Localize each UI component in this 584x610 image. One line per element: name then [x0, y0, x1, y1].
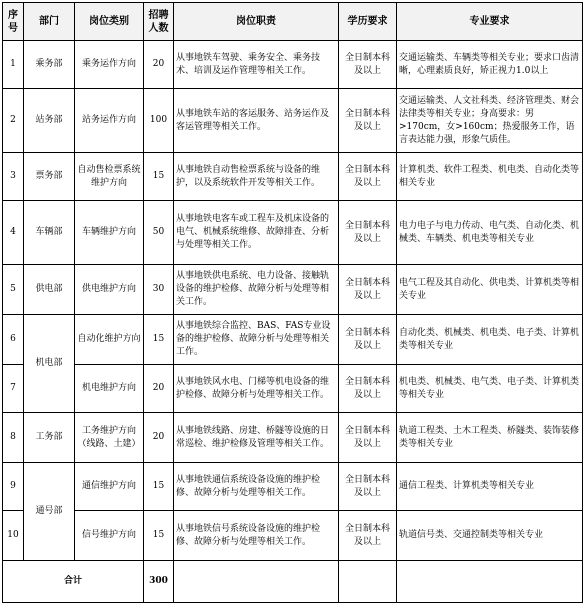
header-dept: 部门 [24, 3, 75, 41]
table-row [3, 413, 583, 463]
row-dept: 站务部 [24, 89, 75, 153]
row-edu: 全日制本科及以上 [339, 365, 397, 413]
row-no: 8 [3, 413, 24, 463]
row-edu: 全日制本科及以上 [339, 463, 397, 511]
row-duty: 从事地铁线路、房建、桥隧等设施的日常巡检、维护检修及管理等相关工作。 [174, 413, 339, 463]
row-no: 4 [3, 201, 24, 265]
table-row [3, 153, 583, 201]
total-empty-major [397, 561, 583, 603]
row-no: 6 [3, 315, 24, 365]
row-major: 电力电子与电力传动、电气类、自动化类、机械类、车辆类、机电类等相关专业 [397, 201, 583, 265]
row-dept: 供电部 [24, 265, 75, 315]
row-position: 工务维护方向（线路、土建） [75, 413, 144, 463]
total-empty-duty [174, 561, 339, 603]
row-major: 轨道信号类、交通控制类等相关专业 [397, 511, 583, 561]
row-count: 30 [144, 265, 174, 315]
header-major: 专业要求 [397, 3, 583, 41]
row-major: 计算机类、软件工程类、机电类、自动化类等相关专业 [397, 153, 583, 201]
total-count: 300 [144, 561, 174, 603]
row-edu: 全日制本科及以上 [339, 315, 397, 365]
row-major: 轨道工程类、土木工程类、桥隧类、装饰装修类等相关专业 [397, 413, 583, 463]
row-duty: 从事地铁供电系统、电力设备、接触轨设备的维护检修、故障分析与处理等相关工作。 [174, 265, 339, 315]
row-major: 自动化类、机械类、机电类、电子类、计算机类等相关专业 [397, 315, 583, 365]
row-dept: 工务部 [24, 413, 75, 463]
total-empty-edu [339, 561, 397, 603]
row-count: 20 [144, 365, 174, 413]
row-duty: 从事地铁电客车或工程车及机床设备的电气、机械系统维修、故障排查、分析与处理等相关工作。 [174, 201, 339, 265]
row-edu: 全日制本科及以上 [339, 41, 397, 89]
row-no: 7 [3, 365, 24, 413]
row-no: 2 [3, 89, 24, 153]
row-duty: 从事地铁自动售检票系统与设备的维护，以及系统软件开发等相关工作。 [174, 153, 339, 201]
row-count: 15 [144, 153, 174, 201]
row-edu: 全日制本科及以上 [339, 265, 397, 315]
row-dept: 通号部 [24, 463, 75, 561]
row-no: 10 [3, 511, 24, 561]
row-duty: 从事地铁信号系统设备设施的维护检修、故障分析与处理等相关工作。 [174, 511, 339, 561]
header-count: 招聘人数 [144, 3, 174, 41]
row-duty: 从事地铁车站的客运服务、站务运作及客运管理等相关工作。 [174, 89, 339, 153]
row-major: 电气工程及其自动化、供电类、计算机类等相关专业 [397, 265, 583, 315]
row-position: 自动化维护方向 [75, 315, 144, 365]
row-edu: 全日制本科及以上 [339, 201, 397, 265]
row-position: 供电维护方向 [75, 265, 144, 315]
row-count: 50 [144, 201, 174, 265]
table-row [3, 265, 583, 315]
total-row [3, 561, 583, 603]
row-no: 5 [3, 265, 24, 315]
table-row [3, 365, 583, 413]
row-edu: 全日制本科及以上 [339, 153, 397, 201]
row-duty: 从事地铁风水电、门梯等机电设备的维护检修、故障分析与处理等相关工作。 [174, 365, 339, 413]
row-edu: 全日制本科及以上 [339, 89, 397, 153]
header-duty: 岗位职责 [174, 3, 339, 41]
total-label: 合计 [3, 561, 144, 603]
header-no: 序号 [3, 3, 24, 41]
row-dept: 乘务部 [24, 41, 75, 89]
row-major: 通信工程类、计算机类等相关专业 [397, 463, 583, 511]
row-count: 100 [144, 89, 174, 153]
row-major: 交通运输类、人文社科类、经济管理类、财会法律类等相关专业；身高要求：男>170cm，女>160cm；热爱服务工作，语言表达能力强，形象气质佳。 [397, 89, 583, 153]
row-major: 交通运输类、车辆类等相关专业；要求口齿清晰，心理素质良好，矫正视力1.0以上 [397, 41, 583, 89]
row-duty: 从事地铁通信系统设备设施的维护检修、故障分析与处理等相关工作。 [174, 463, 339, 511]
row-position: 站务运作方向 [75, 89, 144, 153]
table-row [3, 315, 583, 365]
row-no: 9 [3, 463, 24, 511]
table-row [3, 463, 583, 511]
row-dept: 车辆部 [24, 201, 75, 265]
table-row [3, 201, 583, 265]
row-position: 通信维护方向 [75, 463, 144, 511]
row-no: 3 [3, 153, 24, 201]
row-major: 机电类、机械类、电气类、电子类、计算机类等相关专业 [397, 365, 583, 413]
row-count: 20 [144, 413, 174, 463]
row-edu: 全日制本科及以上 [339, 413, 397, 463]
row-duty: 从事地铁综合监控、BAS、FAS专业设备的维护检修、故障分析与处理等相关工作。 [174, 315, 339, 365]
row-count: 15 [144, 511, 174, 561]
row-count: 20 [144, 41, 174, 89]
row-duty: 从事地铁车驾驶、乘务安全、乘务技术、培训及运作管理等相关工作。 [174, 41, 339, 89]
table-row [3, 41, 583, 89]
row-position: 机电维护方向 [75, 365, 144, 413]
row-dept: 机电部 [24, 315, 75, 413]
row-edu: 全日制本科及以上 [339, 511, 397, 561]
table-row [3, 89, 583, 153]
header-edu: 学历要求 [339, 3, 397, 41]
row-count: 15 [144, 315, 174, 365]
row-position: 自动售检票系统维护方向 [75, 153, 144, 201]
row-no: 1 [3, 41, 24, 89]
table-row [3, 511, 583, 561]
row-count: 15 [144, 463, 174, 511]
row-position: 信号维护方向 [75, 511, 144, 561]
row-dept: 票务部 [24, 153, 75, 201]
header-row [3, 3, 583, 41]
header-position: 岗位类别 [75, 3, 144, 41]
row-position: 乘务运作方向 [75, 41, 144, 89]
recruitment-table [2, 2, 583, 603]
row-position: 车辆维护方向 [75, 201, 144, 265]
